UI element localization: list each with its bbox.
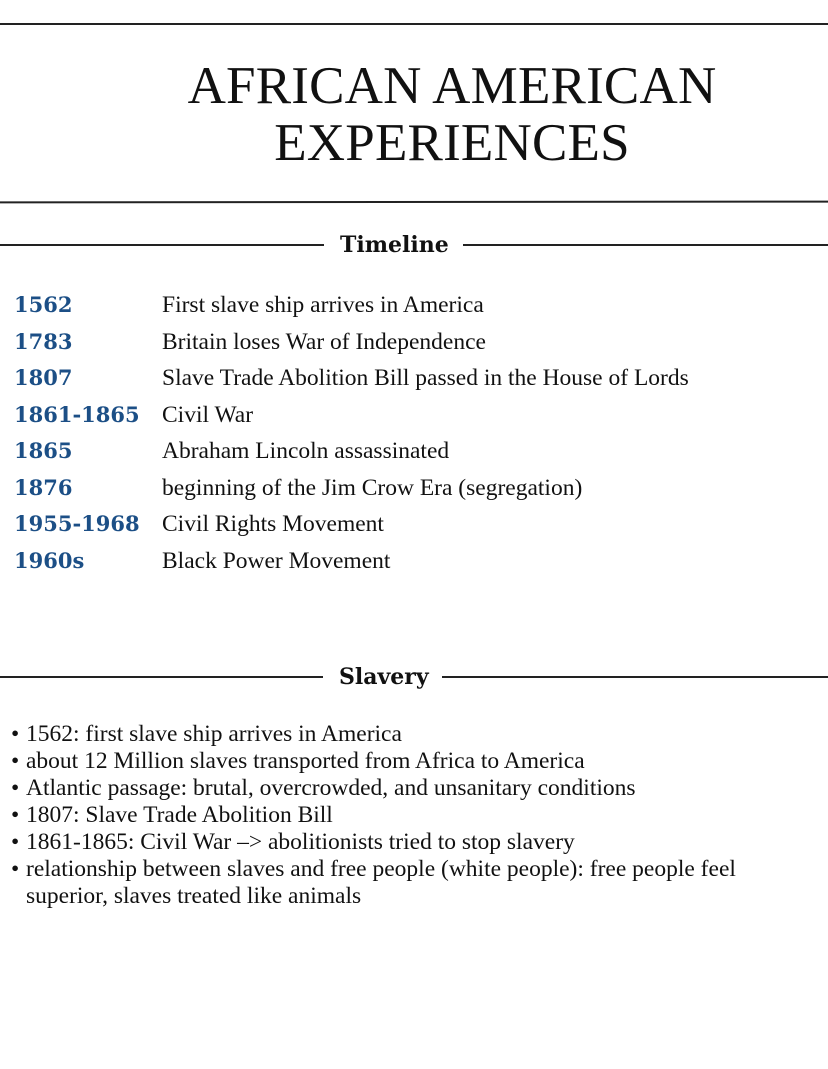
list-item-text: 1562: first slave ship arrives in America	[26, 721, 402, 747]
bullet-icon: •	[11, 748, 20, 774]
heading-rule-right	[463, 244, 828, 246]
timeline-year: 1955-1968	[14, 511, 140, 536]
timeline-event: Civil War	[162, 401, 254, 428]
bullet-icon: •	[11, 721, 20, 747]
list-item-text: 1861-1865: Civil War –> abolitionists tried to stop slavery	[26, 829, 575, 855]
timeline-row	[14, 472, 814, 509]
list-item	[11, 775, 811, 802]
timeline-row	[14, 399, 814, 436]
timeline-event: Slave Trade Abolition Bill passed in the House of Lords	[162, 365, 689, 391]
bullet-icon: •	[11, 802, 20, 828]
bullet-icon: •	[11, 856, 20, 882]
timeline-event: Black Power Movement	[162, 547, 391, 574]
bullet-icon: •	[11, 829, 20, 855]
heading-rule-right	[442, 676, 828, 678]
list-item	[11, 721, 811, 748]
list-item-text: Atlantic passage: brutal, overcrowded, and unsanitary conditions	[26, 775, 636, 801]
slavery-section-heading	[0, 663, 828, 691]
timeline-year: 1861-1865	[14, 401, 140, 427]
list-item	[11, 748, 811, 775]
top-rule	[0, 23, 828, 25]
list-item-text: relationship between slaves and free people (white people): free people feel superior, slaves treated like animals	[26, 856, 736, 909]
timeline-row	[14, 508, 814, 545]
timeline-event: Civil Rights Movement	[162, 511, 384, 537]
timeline-row	[14, 545, 814, 582]
timeline-row	[14, 326, 814, 363]
timeline-event: Britain loses War of Independence	[162, 328, 486, 355]
list-item	[11, 829, 811, 856]
list-item-text: about 12 Million slaves transported from Africa to America	[26, 748, 585, 774]
page-title	[0, 58, 828, 172]
title-bottom-rule	[0, 201, 828, 203]
timeline-year: 1960s	[14, 547, 85, 573]
list-item	[11, 802, 811, 829]
timeline-section-heading	[0, 231, 828, 259]
title-line-1: AFRICAN AMERICAN	[187, 57, 717, 115]
timeline-row	[14, 435, 814, 472]
timeline-event: beginning of the Jim Crow Era (segregation)	[162, 474, 583, 501]
timeline-year: 1876	[14, 474, 73, 500]
timeline-year: 1783	[14, 328, 73, 354]
slavery-bullet-list	[11, 721, 811, 910]
timeline-list	[14, 289, 814, 581]
list-item-text: 1807: Slave Trade Abolition Bill	[26, 802, 333, 828]
timeline-year: 1562	[14, 292, 73, 317]
title-line-2: EXPERIENCES	[274, 114, 630, 172]
timeline-heading-label: Timeline	[340, 232, 449, 258]
slavery-heading-label: Slavery	[339, 664, 429, 690]
timeline-row	[14, 362, 814, 399]
bullet-icon: •	[11, 775, 20, 801]
list-item	[11, 856, 811, 910]
timeline-year: 1865	[14, 438, 73, 463]
heading-rule-left	[0, 244, 324, 246]
timeline-event: First slave ship arrives in America	[162, 292, 484, 318]
heading-rule-left	[0, 676, 323, 678]
timeline-row	[14, 289, 814, 326]
timeline-event: Abraham Lincoln assassinated	[162, 438, 450, 464]
timeline-year: 1807	[14, 365, 73, 390]
